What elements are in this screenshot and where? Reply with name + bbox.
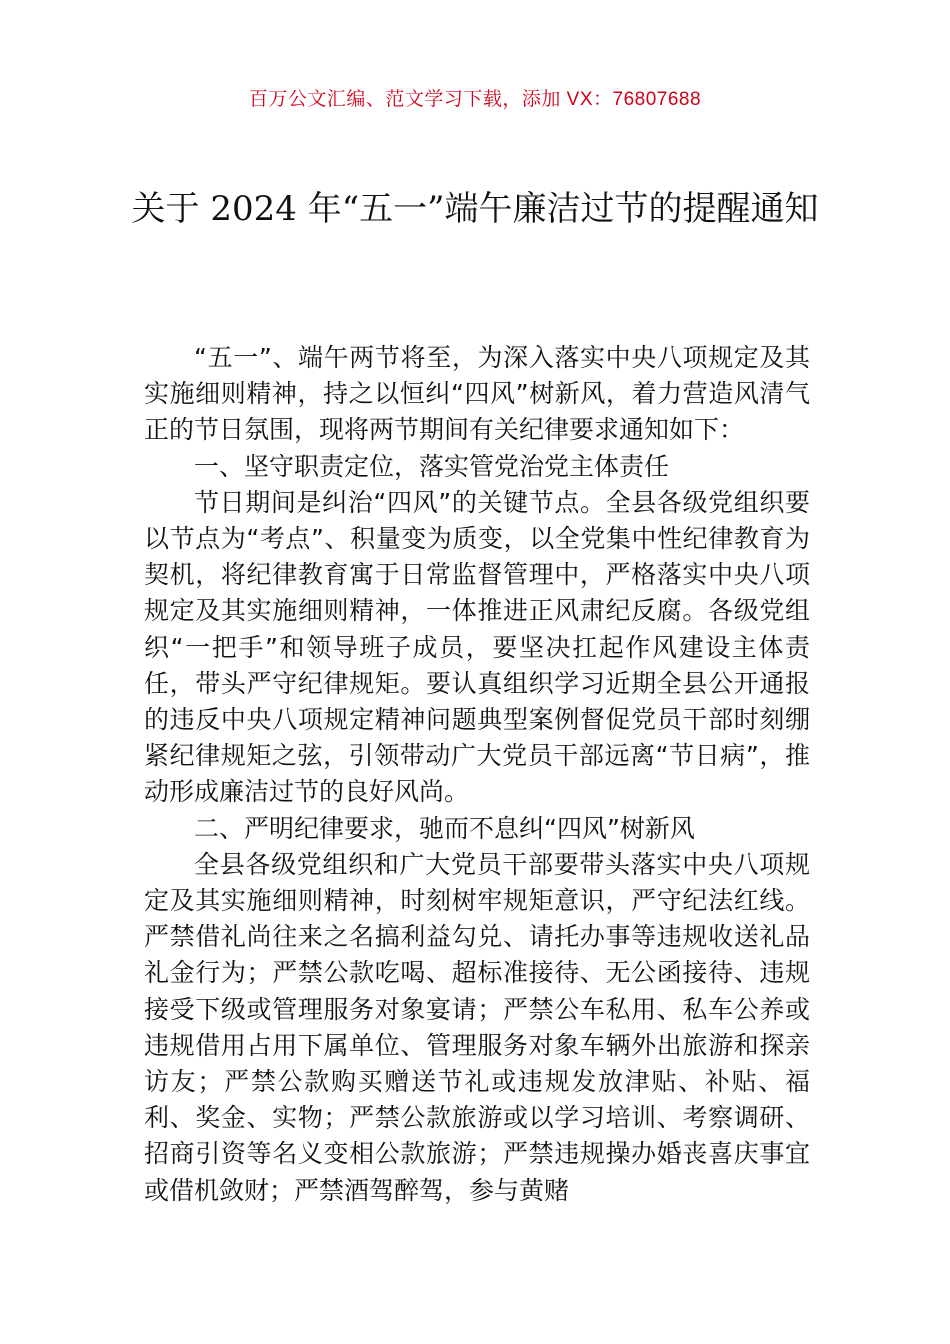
section-1-paragraph: 节日期间是纠治“四风”的关键节点。全县各级党组织要以节点为“考点”、积量变为质变，以全党集中性纪律教育为契机，将纪律教育寓于日常监督管理中，严格落实中央八项规定及其实施细则精神，一体推进正风肃纪反腐。各级党组织“一把手”和领导班子成员，要坚决扛起作风建设主体责任，带头严守纪律规矩。要认真组织学习近期全县公开通报的违反中央八项规定精神问题典型案例督促党员干部时刻绷紧纪律规矩之弦，引领带动广大党员干部远离“节日病”，推动形成廉洁过节的良好风尚。 xyxy=(144,487,810,807)
download-notice: 百万公文汇编、范文学习下载，添加 VX：76807688 xyxy=(248,89,702,110)
document-title: 关于 2024 年“五一”端午廉洁过节的提醒通知 xyxy=(131,189,819,229)
section-heading-2: 二、严明纪律要求，驰而不息纠“四风”树新风 xyxy=(194,813,695,843)
section-heading-1: 一、坚守职责定位，落实管党治党主体责任 xyxy=(194,451,670,481)
section-2-paragraph: 全县各级党组织和广大党员干部要带头落实中央八项规定及其实施细则精神，时刻树牢规矩意识，严守纪法红线。严禁借礼尚往来之名搞利益勾兑、请托办事等违规收送礼品礼金行为；严禁公款吃喝、超标准接待、无公函接待、违规接受下级或管理服务对象宴请；严禁公车私用、私车公养或违规借用占用下属单位、管理服务对象车辆外出旅游和探亲访友；严禁公款购买赠送节礼或违规发放津贴、补贴、福利、奖金、实物；严禁公款旅游或以学习培训、考察调研、招商引资等名义变相公款旅游；严禁违规操办婚丧喜庆事宜或借机敛财；严禁酒驾醉驾，参与黄赌 xyxy=(144,849,810,1205)
intro-paragraph: “五一”、端午两节将至，为深入落实中央八项规定及其实施细则精神，持之以恒纠“四风”树新风，着力营造风清气正的节日氛围，现将两节期间有关纪律要求通知如下： xyxy=(144,343,810,445)
document-body xyxy=(144,340,810,1209)
